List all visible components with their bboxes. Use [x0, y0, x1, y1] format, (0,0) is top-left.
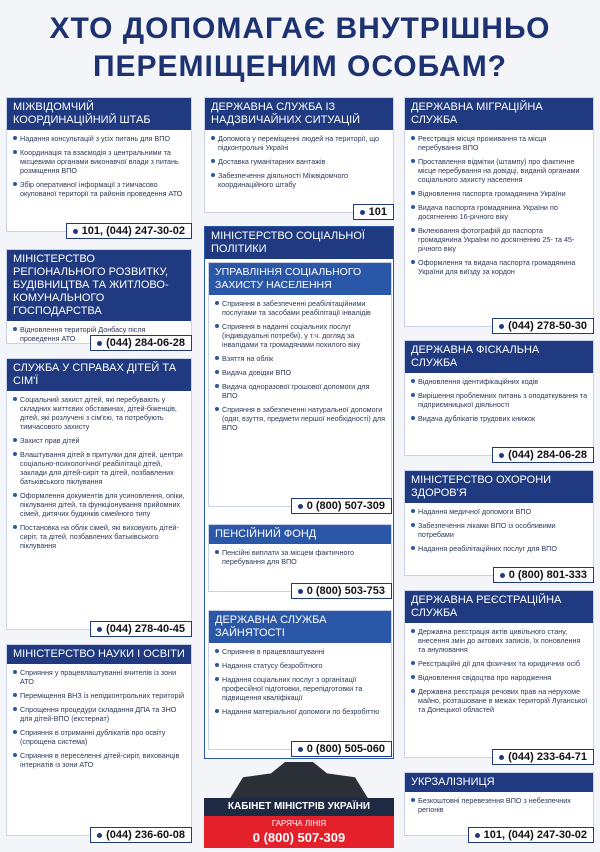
list-item: Державна реєстрація актів цивільного стану, внесення змін до актових записів, їх поновлення та анулювання [410, 627, 588, 654]
list-item: Відновлення ідентифікаційних кодів [410, 377, 588, 386]
phone-marker-icon [97, 341, 102, 346]
list-item: Відновлення свідоцтва про народження [410, 673, 588, 682]
list-item: Забезпечення ліками ВПО із особливими потребами [410, 521, 588, 539]
phone-tab[interactable] [291, 741, 392, 757]
government-building-icon [229, 762, 369, 800]
phone-marker-icon [298, 504, 303, 509]
card-title: МІНІСТЕРСТВО НАУКИ І ОСВІТИ [7, 645, 191, 664]
phone-number: 101, (044) 247-30-02 [483, 829, 587, 841]
card-fiscal [404, 340, 594, 461]
service-list [405, 130, 593, 283]
list-item: Соціальний захист дітей, які перебувають у складних життєвих обставинах, дітей-біженців, дітей, які розлучені з сім'єю, та потребують тимчасового захисту [12, 395, 186, 431]
hotline-block[interactable] [204, 816, 394, 848]
phone-marker-icon [298, 589, 303, 594]
list-item: Надання реабілітаційних послуг для ВПО [410, 544, 588, 553]
phone-tab[interactable] [66, 223, 192, 239]
phone-marker-icon [298, 747, 303, 752]
service-list [405, 373, 593, 430]
service-list [209, 544, 391, 573]
list-item: Вирішення проблемних питань з оподаткування та підприємницької діяльності [410, 391, 588, 409]
list-item: Сприяння у працевлаштуванні вчителів із зони АТО [12, 668, 186, 686]
card-title: ДЕРЖАВНА МІГРАЦІЙНА СЛУЖБА [405, 98, 593, 130]
list-item: Сприяння в працевлаштуванні [214, 647, 386, 656]
list-item: Надання консультацій з усіх питань для ВПО [12, 134, 186, 143]
card-dsns [204, 97, 394, 218]
phone-marker-icon [73, 229, 78, 234]
service-list [209, 295, 391, 439]
card-registration [404, 590, 594, 763]
phone-number: 0 (800) 505-060 [306, 743, 385, 755]
card-employment-service [208, 610, 392, 755]
phone-number: 0 (800) 507-309 [306, 500, 385, 512]
list-item: Надання статусу безробітного [214, 661, 386, 670]
list-item: Видача паспорта громадянина України по досягненню 16-річного віку [410, 203, 588, 221]
title-line-2: ПЕРЕМІЩЕНИМ ОСОБАМ? [92, 50, 508, 83]
list-item: Відновлення територій Донбасу після проведення АТО [12, 325, 186, 343]
card-title: МІНІСТЕРСТВО РЕГІОНАЛЬНОГО РОЗВИТКУ, БУДІВНИЦТВА ТА ЖИТЛОВО-КОМУНАЛЬНОГО ГОСПОДАРСТВА [7, 250, 191, 321]
phone-number: (044) 284-06-28 [106, 337, 185, 349]
list-item: Видача одноразової грошової допомоги для ВПО [214, 382, 386, 400]
list-item: Постановка на облік сімей, які виховують дітей-сиріт, та дітей, позбавлених батьківського піклування [12, 523, 186, 550]
phone-marker-icon [97, 627, 102, 632]
card-migration [404, 97, 594, 332]
phone-number: 0 (800) 801-333 [508, 569, 587, 581]
phone-tab[interactable] [493, 567, 594, 583]
list-item: Сприяння в забезпеченні натуральної допомоги (одяг, взуття, предмети першої необхідності) для ВПО [214, 405, 386, 432]
phone-number: (044) 236-60-08 [106, 829, 185, 841]
service-list [205, 130, 393, 196]
card-children-service [6, 358, 192, 635]
card-title: ДЕРЖАВНА СЛУЖБА ЗАЙНЯТОСТІ [209, 611, 391, 643]
list-item: Безкоштовні перевезення ВПО з небезпечних регіонів [410, 796, 588, 814]
page-title [0, 0, 600, 92]
list-item: Видача довідки ВПО [214, 368, 386, 377]
list-item: Спрощення процедури складання ДПА та ЗНО для дітей-ВПО (екстернат) [12, 705, 186, 723]
service-list [7, 664, 191, 776]
phone-tab[interactable] [492, 749, 594, 765]
hotline-number: 0 (800) 507-309 [252, 830, 346, 845]
hotline-label: ГАРЯЧА ЛІНІЯ [271, 819, 327, 828]
phone-marker-icon [97, 833, 102, 838]
phone-tab[interactable] [90, 827, 192, 843]
card-title: СЛУЖБА У СПРАВАХ ДІТЕЙ ТА СІМ'Ї [7, 359, 191, 391]
cabinet-label: КАБІНЕТ МІНІСТРІВ УКРАЇНИ [204, 798, 394, 816]
list-item: Надання матеріальної допомоги по безробіттю [214, 707, 386, 716]
card-pension-fund [208, 524, 392, 597]
card-title: МІЖВІДОМЧИЙ КООРДИНАЦІЙНИЙ ШТАБ [7, 98, 191, 130]
list-item: Допомога у переміщенні людей на території, що підконтрольні Україні [210, 134, 388, 152]
list-item: Реєстрація місця проживання та місця перебування ВПО [410, 134, 588, 152]
phone-tab[interactable] [90, 335, 192, 351]
list-item: Оформлення та видача паспорта громадянина України для виїзду за кордон [410, 258, 588, 276]
list-item: Забезпечення діяльності Міжвідомчого координаційного штабу [210, 171, 388, 189]
phone-marker-icon [475, 833, 480, 838]
service-list [405, 792, 593, 821]
list-item: Переміщення ВНЗ із непідконтрольних територій [12, 691, 186, 700]
phone-number: 0 (800) 503-753 [306, 585, 385, 597]
service-list [405, 623, 593, 721]
list-item: Надання соціальних послуг з організації професійної підготовки, перепідготовки та підвищення кваліфікації [214, 675, 386, 702]
card-health [404, 470, 594, 581]
title-line-1: ХТО ДОПОМАГАЄ ВНУТРІШНЬО [49, 12, 551, 45]
phone-marker-icon [499, 755, 504, 760]
list-item: Сприяння в забезпеченні реабілітаційними послугами та засобами реабілітації інвалідів [214, 299, 386, 317]
card-title: МІНІСТЕРСТВО ОХОРОНИ ЗДОРОВ'Я [405, 471, 593, 503]
list-item: Сприяння в наданні соціальних послуг (індивідуальні потреби), у т.ч. догляд за інвалідами та громадянами похилого віку [214, 322, 386, 349]
service-list [7, 130, 191, 205]
phone-number: (044) 278-50-30 [508, 320, 587, 332]
phone-number: 101, (044) 247-30-02 [81, 225, 185, 237]
list-item: Відновлення паспорта громадянина України [410, 189, 588, 198]
phone-tab[interactable] [468, 827, 594, 843]
phone-tab[interactable] [291, 498, 392, 514]
list-item: Взяття на облік [214, 354, 386, 363]
card-title: УКРЗАЛІЗНИЦЯ [405, 773, 593, 792]
card-title: ДЕРЖАВНА СЛУЖБА ІЗ НАДЗВИЧАЙНИХ СИТУАЦІЙ [205, 98, 393, 130]
phone-number: (044) 284-06-28 [508, 449, 587, 461]
card-ukrzaliznytsia [404, 772, 594, 841]
card-title: ПЕНСІЙНИЙ ФОНД [209, 525, 391, 544]
card-mkshtab [6, 97, 192, 237]
service-list [7, 391, 191, 557]
card-title: МІНІСТЕРСТВО СОЦІАЛЬНОЇ ПОЛІТИКИ [205, 227, 393, 259]
phone-marker-icon [499, 453, 504, 458]
phone-tab[interactable] [353, 204, 394, 220]
list-item: Надання медичної допомоги ВПО [410, 507, 588, 516]
list-item: Державна реєстрація речових прав на нерухоме майно, розташоване в межах територій Луганської та Донецької областей [410, 687, 588, 714]
phone-marker-icon [499, 324, 504, 329]
list-item: Оформлення документів для усиновлення, опіки, піклування дітей, та функціонування прийомних сімей, дитячих будинків сімейного типу [12, 491, 186, 518]
phone-number: (044) 233-64-71 [508, 751, 587, 763]
card-title: УПРАВЛІННЯ СОЦІАЛЬНОГО ЗАХИСТУ НАСЕЛЕННЯ [209, 263, 391, 295]
phone-tab[interactable] [291, 583, 392, 599]
list-item: Сприяння в отриманні дублікатів про освіту (спрощена система) [12, 728, 186, 746]
phone-tab[interactable] [492, 318, 594, 334]
card-minregion [6, 249, 192, 349]
phone-marker-icon [360, 210, 365, 215]
list-item: Захист прав дітей [12, 436, 186, 445]
list-item: Проставлення відмітки (штампу) про фактичне місце перебування на довідці, виданій органами соціального захисту населення [410, 157, 588, 184]
phone-marker-icon [500, 573, 505, 578]
list-item: Збір оперативної інформації з тимчасово окупованої території та районів проведення АТО [12, 180, 186, 198]
service-list [405, 503, 593, 560]
list-item: Видача дублікатів трудових книжок [410, 414, 588, 423]
phone-tab[interactable] [492, 447, 594, 463]
card-uszn [208, 262, 392, 512]
phone-number: (044) 278-40-45 [106, 623, 185, 635]
list-item: Пенсійні виплати за місцем фактичного перебування для ВПО [214, 548, 386, 566]
list-item: Влаштування дітей в притулки для дітей, центри соціально-психологічної реабілітації дітей, заклади для дітей-сиріт та дітей, позбавлених батьківського піклування [12, 450, 186, 486]
list-item: Сприяння в переселенні дітей-сиріт, вихованців інтернатів із зони АТО [12, 751, 186, 769]
list-item: Координація та взаємодія з центральними та місцевими органами виконавчої влади з питань розміщення ВПО [12, 148, 186, 175]
list-item: Доставка гуманітарних вантажів [210, 157, 388, 166]
list-item: Вклеювання фотографій до паспорта громадянина України по досягненню 25- та 45-річного віку [410, 226, 588, 253]
card-minosvity [6, 644, 192, 841]
phone-tab[interactable] [90, 621, 192, 637]
card-title: ДЕРЖАВНА РЕЄСТРАЦІЙНА СЛУЖБА [405, 591, 593, 623]
cabinet-footer [204, 762, 394, 848]
phone-number: 101 [368, 206, 387, 218]
card-title: ДЕРЖАВНА ФІСКАЛЬНА СЛУЖБА [405, 341, 593, 373]
list-item: Реєстраційні дії для фізичних та юридичних осіб [410, 659, 588, 668]
service-list [209, 643, 391, 723]
